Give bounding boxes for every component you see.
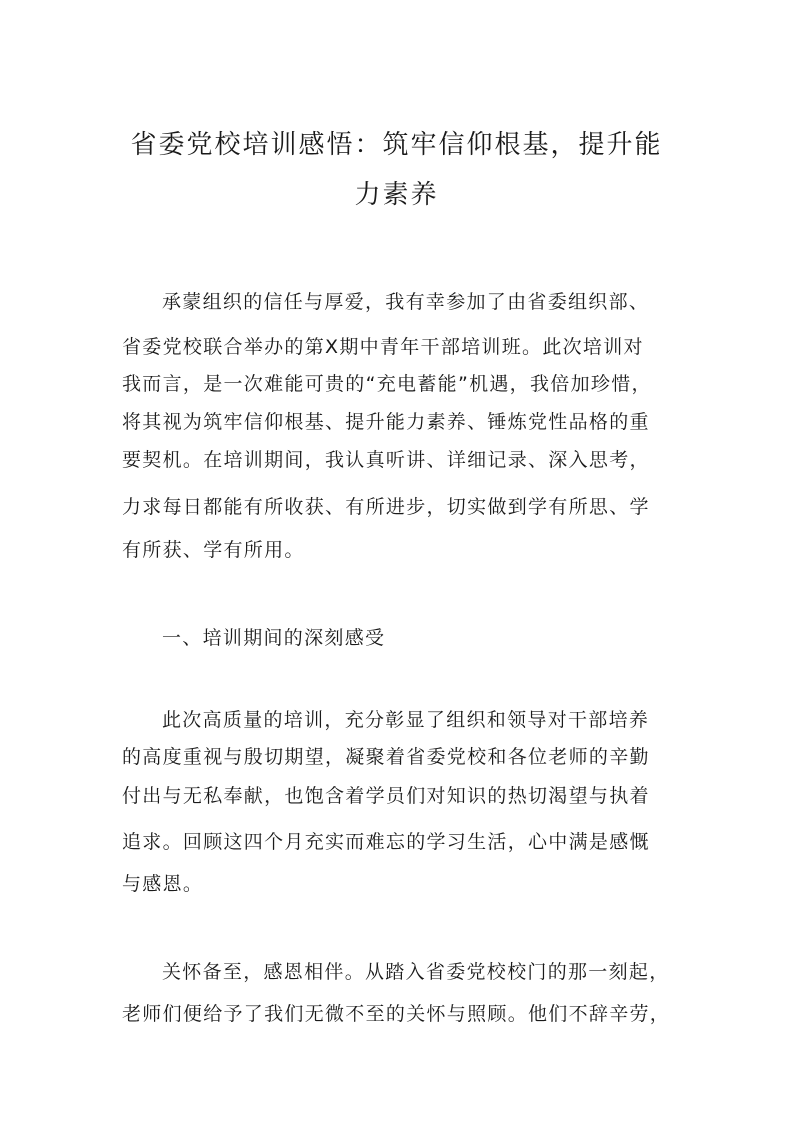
section-heading-1: 一、培训期间的深刻感受 (162, 627, 386, 649)
paragraph-2-line: 付出与无私奉献，也饱含着学员们对知识的热切渴望与执着 (122, 785, 650, 807)
paragraph-1-line: 承蒙组织的信任与厚爱，我有幸参加了由省委组织部、 (162, 291, 650, 313)
paragraph-3-line: 关怀备至，感恩相伴。从踏入省委党校校门的那一刻起， (162, 961, 670, 983)
paragraph-1-line: 有所获、学有所用。 (122, 539, 305, 561)
paragraph-2-line: 的高度重视与殷切期望，凝聚着省委党校和各位老师的辛勤 (122, 746, 650, 768)
paragraph-2-line: 追求。回顾这四个月充实而难忘的学习生活，心中满是感慨 (122, 831, 650, 853)
paragraph-2-line: 此次高质量的培训，充分彰显了组织和领导对干部培养 (162, 709, 650, 731)
document-title-line-2: 力素养 (354, 180, 439, 210)
paragraph-1-line: 省委党校联合举办的第X期中青年干部培训班。此次培训对 (122, 336, 644, 358)
paragraph-1-line: 力求每日都能有所收获、有所进步，切实做到学有所思、学 (122, 496, 650, 518)
document-title-line-1: 省委党校培训感悟：筑牢信仰根基，提升能 (130, 130, 663, 160)
paragraph-3-line: 老师们便给予了我们无微不至的关怀与照顾。他们不辞辛劳， (122, 1003, 671, 1025)
paragraph-1-line: 要契机。在培训期间，我认真听讲、详细记录、深入思考， (122, 449, 650, 471)
paragraph-1-line: 我而言，是一次难能可贵的“充电蓄能”机遇，我倍加珍惜， (122, 373, 652, 395)
paragraph-2-line: 与感恩。 (122, 873, 204, 895)
paragraph-1-line: 将其视为筑牢信仰根基、提升能力素养、锤炼党性品格的重 (122, 411, 650, 433)
